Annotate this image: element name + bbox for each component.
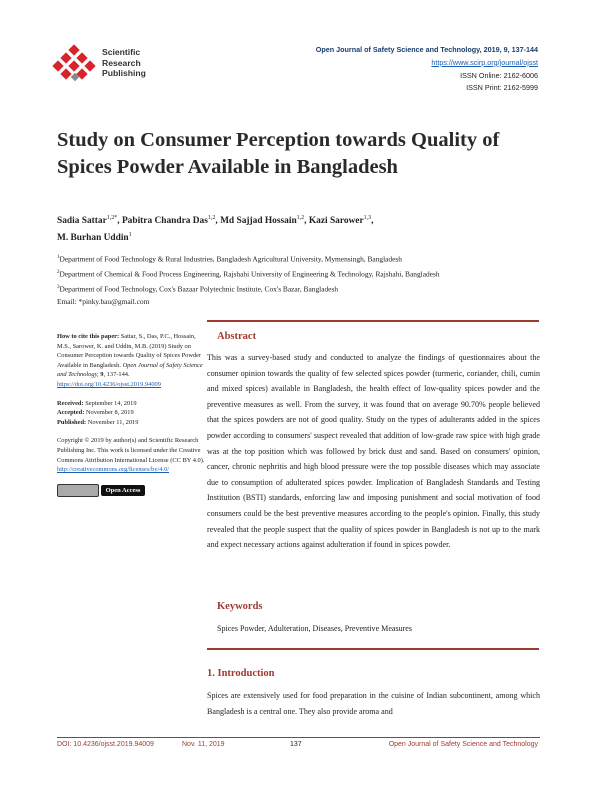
copyright-notice: Copyright © 2019 by author(s) and Scientific Research Publishing Inc. This work is licensed under the Creative Commons Attribution International License (CC BY 4.0). http://creativecommons.org/licenses/by/4.0/ xyxy=(57,437,205,474)
journal-url-link[interactable]: https://www.scirp.org/journal/ojsst xyxy=(431,57,538,67)
page-number: 137 xyxy=(290,741,302,748)
how-to-cite: How to cite this paper: Sattar, S., Das, P.C., Hossain, M.S., Sarower, K. and Uddin, M.B. (2019) Study on Consumer Perception towards Quality of Spices Powder Available in Bangladesh. Open Journal of Safety Science and Technology, 9, 137-144. https://doi.org/10.4236/ojsst.2019.94009 xyxy=(57,333,203,388)
email: Email: *pinky.bau@gmail.com xyxy=(57,297,150,307)
intro-heading: 1. Introduction xyxy=(207,668,275,679)
author: Sadia Sattar$^{1,2*}$, xyxy=(57,215,122,227)
footer-date: Nov. 11, 2019 xyxy=(182,741,225,748)
abstract-heading: Abstract xyxy=(217,331,257,342)
keywords-heading: Keywords xyxy=(217,601,263,612)
intro-top-rule xyxy=(207,648,539,650)
author: Md Sajjad Hossain$^{1,2}$, xyxy=(220,215,309,227)
publication-dates: Received: September 14, 2019 Accepted: November 8, 2019 Published: November 11, 2019 xyxy=(57,399,139,426)
open-access-badge: Open Access xyxy=(101,485,146,496)
license-link[interactable]: http://creativecommons.org/licenses/by/4.0/ xyxy=(57,466,170,474)
footer-doi: DOI: 10.4236/ojsst.2019.94009 xyxy=(57,741,154,748)
author: M. Burhan Uddin$^1$ xyxy=(57,232,132,244)
paper-title: Study on Consumer Perception towards Quality of Spices Powder Available in Bangladesh xyxy=(57,129,500,178)
journal-citation: Open Journal of Safety Science and Technology, 2019, 9, 137-144 xyxy=(315,45,538,54)
intro-text: Spices are extensively used for food preparation in the cuisine of Indian subcontinent, among which Bangladesh is a central one. They also provide aroma and xyxy=(207,691,540,716)
footer-rule xyxy=(57,737,540,738)
doi-link[interactable]: https://doi.org/10.4236/ojsst.2019.94009 xyxy=(57,380,161,388)
affiliation: $^1$Department of Food Technology & Rural Industries, Bangladesh Agricultural University, Mymensingh, Bangladesh xyxy=(57,254,402,264)
issn-print: ISSN Print: 2162-5999 xyxy=(466,83,538,93)
affiliations xyxy=(57,251,557,309)
article-meta-sidebar xyxy=(57,332,207,497)
keywords-text: Spices Powder, Adulteration, Diseases, Preventive Measures xyxy=(217,624,412,633)
journal-info xyxy=(316,44,538,95)
author-list xyxy=(57,211,547,245)
issn-online: ISSN Online: 2162-6006 xyxy=(460,70,538,80)
license-badges xyxy=(57,484,207,497)
publisher-name: Scientific Research Publishing xyxy=(102,47,146,78)
footer-journal: Open Journal of Safety Science and Technology xyxy=(388,741,538,748)
abstract-text: This was a survey-based study and conducted to analyze the findings of questionnaires about the consumer opinion towards the quality of few selected spices powder (turmeric, coriander, chili, cumin and mixed spices) available in Bangladesh, the health effect of low-quality spices powder and the preventive measures as well. From the survey, it was found that on average 90.70% people believed that the spices powders are not of good quality. Study on the types of adulterants added in the spices powder according to consumers' suspect revealed that addition of low-grade raw spice with high grade was at the top position which was followed by brick dust and sand. Based on consumers' opinion, cancer, chronic nephritis and high blood pressure were the top possible diseases which may associate due to consumption of adulterated spices powder. Implication of Bangladesh Standards and Testing Institution (BSTI) standards, enforcing law and imposing punishment and social motivation of food consumers could be the best preventive measures according to the people's opinion. Finally, this study revealed that the people suspect that the quality of spices powder in Bangladesh is not up to the mark and expect necessary actions against adulteration if found in spices powder. xyxy=(207,353,540,550)
author: Pabitra Chandra Das$^{1,2}$, xyxy=(121,215,221,227)
author: Kazi Sarower$^{1,3}$, xyxy=(308,215,374,227)
affiliation: $^2$Department of Chemical & Food Process Engineering, Rajshahi University of Engineering & Technology, Rajshahi, Bangladesh xyxy=(57,269,440,279)
affiliation: $^3$Department of Food Technology, Cox's Bazaar Polytechnic Institute, Cox's Bazar, Bangladesh xyxy=(57,284,339,293)
abstract-top-rule xyxy=(207,320,539,322)
cc-by-license-icon xyxy=(57,484,99,497)
publisher-logo-icon xyxy=(52,44,98,84)
